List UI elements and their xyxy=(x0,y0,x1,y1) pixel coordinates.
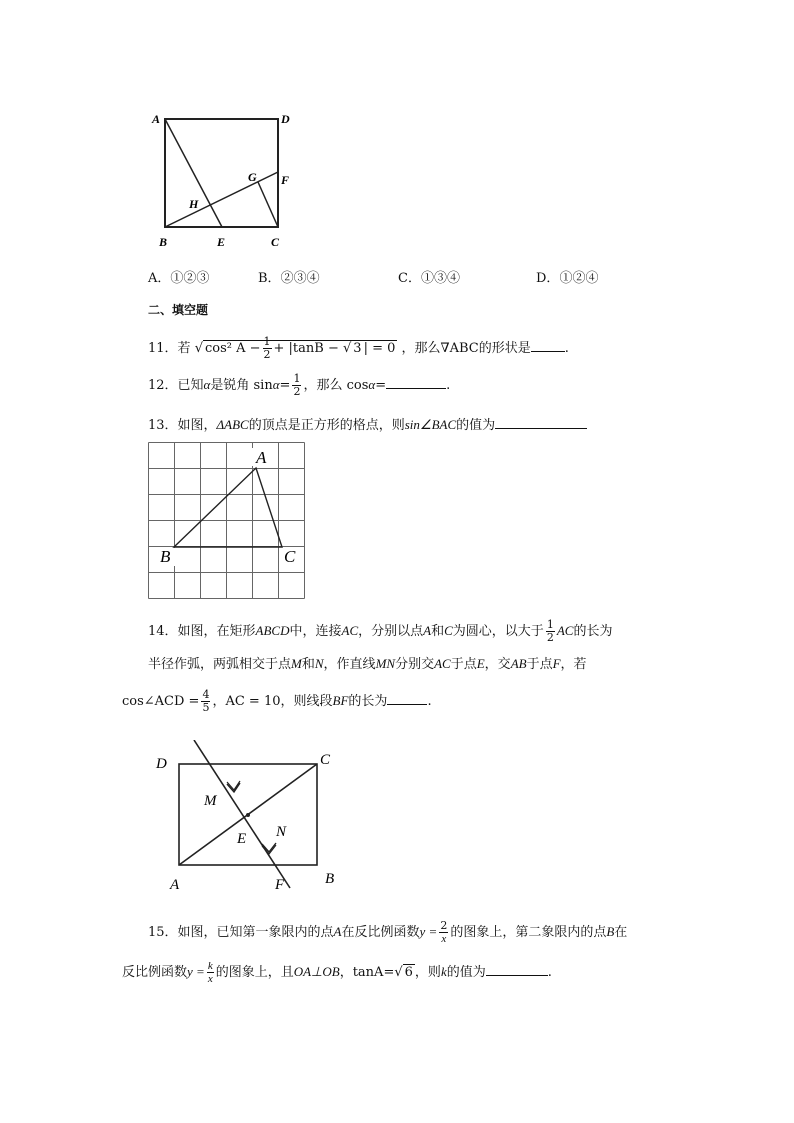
frac-den: 5 xyxy=(202,701,210,714)
rect-label-N: N xyxy=(276,824,287,840)
frac-den: x xyxy=(207,973,213,985)
frac-num: 1 xyxy=(263,335,271,348)
question-15-line-1 xyxy=(148,920,627,945)
q12-num: 12．已知 xyxy=(148,378,204,393)
q12-end: . xyxy=(446,378,451,393)
q14-abcd: ABCD xyxy=(255,623,290,638)
q13-tail: 的值为 xyxy=(456,418,496,433)
q11-num: 11．若 xyxy=(148,341,191,356)
choice-d[interactable] xyxy=(536,270,598,288)
rect-label-C: C xyxy=(320,752,331,768)
q14-text: 半径作弧，两弧相交于点 xyxy=(148,657,292,672)
q15-perp: OA⊥OB xyxy=(293,964,340,979)
label-E: E xyxy=(217,235,226,249)
frac-num: 4 xyxy=(202,688,210,701)
q14-ac: AC xyxy=(341,623,359,638)
q15-text: 的图象上，第二象限内的点 xyxy=(450,925,607,940)
q13-mid: 的顶点是正方形的格点，则 xyxy=(248,418,405,433)
q14-text: 于点 xyxy=(450,657,477,672)
q15-end: . xyxy=(547,965,552,980)
q11-rad-c: | = 0 xyxy=(363,341,396,356)
frac-den: 2 xyxy=(546,631,554,644)
q14-text: 分别交 xyxy=(395,657,435,672)
q14-text: ，交 xyxy=(484,657,511,672)
q15-text: 在 xyxy=(614,925,628,940)
q12-eq: = xyxy=(279,378,291,393)
q15-b: B xyxy=(606,924,615,939)
q13-tri: ΔABC xyxy=(216,417,249,432)
q14-ac-eq: ，AC = 10 xyxy=(212,694,281,709)
q15-a: A xyxy=(333,924,342,939)
q12-mid: 是锐角 sin xyxy=(210,378,273,393)
q13-answer-blank[interactable] xyxy=(495,416,587,429)
q14-ac2: AC xyxy=(556,623,574,638)
frac-num: 2 xyxy=(440,919,448,932)
q15-text: 15．如图，已知第一象限内的点 xyxy=(148,925,334,940)
q14-e: E xyxy=(476,656,485,671)
q11-radical: √ cos² A − $\frac{1}{2}$ + |tanB − √ 3 | = 0 xyxy=(194,335,396,361)
q15-frac-1 xyxy=(439,920,448,945)
frac-num: 1 xyxy=(546,618,554,631)
label-G: G xyxy=(248,170,257,184)
q14-text: ，作直线 xyxy=(323,657,376,672)
q13-text: 13．如图， xyxy=(148,418,217,433)
label-B: B xyxy=(159,235,168,249)
choice-letter: B． xyxy=(258,271,281,286)
q12-tail: ，那么 cos xyxy=(303,378,369,393)
q14-a: A xyxy=(423,623,432,638)
rect-label-M: M xyxy=(204,793,217,809)
q14-bf: BF xyxy=(332,693,349,708)
q14-text: ，若 xyxy=(560,657,587,672)
rect-label-F: F xyxy=(275,877,285,893)
rect-label-A: A xyxy=(170,877,180,893)
q12-answer-blank[interactable] xyxy=(386,376,446,389)
label-A: A xyxy=(152,112,161,126)
choice-value: ①②③ xyxy=(170,271,210,286)
q15-answer-blank[interactable] xyxy=(486,963,548,976)
question-13 xyxy=(148,416,587,435)
choice-letter: C． xyxy=(398,271,421,286)
question-14-line-2 xyxy=(148,655,587,674)
q15-text: 的值为 xyxy=(446,965,486,980)
q14-text: 中，连接 xyxy=(289,624,342,639)
q14-mn: MN xyxy=(375,656,396,671)
rect-label-D: D xyxy=(156,756,167,772)
label-F: F xyxy=(281,173,290,187)
q15-sqrt6: 6 xyxy=(404,965,413,980)
frac-num: 1 xyxy=(293,372,301,385)
frac-den: 2 xyxy=(263,348,271,361)
q11-rad-b: + |tanB − xyxy=(273,341,343,356)
q12-alpha: α xyxy=(203,377,211,392)
q14-cos: cos∠ACD = xyxy=(122,694,200,709)
q15-text: 在反比例函数 xyxy=(341,925,420,940)
q12-alpha-2: α xyxy=(272,377,280,392)
section-title: 二、填空题 xyxy=(148,303,209,317)
q14-ac3: AC xyxy=(434,656,451,671)
q14-text: 14．如图，在矩形 xyxy=(148,624,256,639)
choice-value: ①③④ xyxy=(420,271,460,286)
q11-rad-a: cos² A − xyxy=(204,341,261,356)
q11-end: . xyxy=(564,341,569,356)
q12-alpha-3: α xyxy=(368,377,376,392)
q15-text: 反比例函数 xyxy=(122,965,188,980)
q15-text: 的图象上，且 xyxy=(215,965,294,980)
rect-label-E: E xyxy=(237,831,247,847)
question-15-line-2: 反比例函数y = $\frac{k}{x}$ 的图象上，且OA⊥OB，tanA=√ 6 ，则k的值为 . xyxy=(122,960,552,985)
q15-y2: y = xyxy=(187,964,205,979)
q15-y: y = xyxy=(419,924,438,939)
q14-text: 的长为 xyxy=(348,694,388,709)
q14-cos-frac xyxy=(201,689,210,714)
q14-text: 和 xyxy=(431,624,445,639)
q14-text: ，分别以点 xyxy=(358,624,424,639)
figure-rectangle-abcd xyxy=(150,740,350,895)
figure-grid-triangle xyxy=(148,442,310,602)
grid-label-B: B xyxy=(160,547,171,566)
choice-letter: A． xyxy=(148,271,171,286)
q14-c: C xyxy=(444,623,453,638)
label-C: C xyxy=(271,235,280,249)
choice-a[interactable] xyxy=(148,270,209,288)
q14-ab: AB xyxy=(510,656,527,671)
q11-answer-blank[interactable] xyxy=(531,339,565,352)
question-14-line-3 xyxy=(122,689,432,714)
q14-text: 为圆心，以大于 xyxy=(452,624,544,639)
question-11 xyxy=(148,336,569,361)
question-12 xyxy=(148,373,450,398)
frac-num: k xyxy=(207,960,213,972)
question-14-line-1 xyxy=(148,619,612,644)
q15-frac-2 xyxy=(207,960,214,985)
q14-text: 于点 xyxy=(526,657,553,672)
rect-label-B: B xyxy=(325,871,335,887)
q15-text: ，则 xyxy=(414,965,441,980)
q11-sqrt3: 3 xyxy=(353,341,362,356)
figure-square-abcd xyxy=(150,108,310,253)
label-D: D xyxy=(281,112,290,126)
q14-n: N xyxy=(314,656,324,671)
q14-text: 的长为 xyxy=(573,624,613,639)
frac-den: x xyxy=(441,933,447,945)
choice-value: ②③④ xyxy=(280,271,320,286)
q14-frac xyxy=(546,619,555,644)
q15-k: k xyxy=(440,964,447,979)
choice-value: ①②④ xyxy=(559,271,599,286)
choice-letter: D． xyxy=(536,271,560,286)
grid-label-C: C xyxy=(284,547,296,566)
label-H: H xyxy=(189,197,199,211)
frac-den: 2 xyxy=(293,385,301,398)
q12-frac xyxy=(292,373,301,398)
q12-tail2: = xyxy=(375,378,387,393)
q14-answer-blank[interactable] xyxy=(387,692,427,705)
choice-b[interactable] xyxy=(258,270,320,288)
q14-m: M xyxy=(291,656,302,671)
q11-frac xyxy=(263,336,272,361)
q14-end: . xyxy=(427,694,432,709)
q14-text: 和 xyxy=(301,657,315,672)
q13-sin: sin∠BAC xyxy=(404,417,457,432)
q14-text: ，则线段 xyxy=(280,694,333,709)
q15-tan: ，tanA= xyxy=(339,965,395,980)
grid-label-A: A xyxy=(256,448,267,467)
choice-c[interactable] xyxy=(398,270,460,288)
q14-f: F xyxy=(552,656,561,671)
q11-tail: ，那么∇ABC的形状是 xyxy=(401,341,531,356)
